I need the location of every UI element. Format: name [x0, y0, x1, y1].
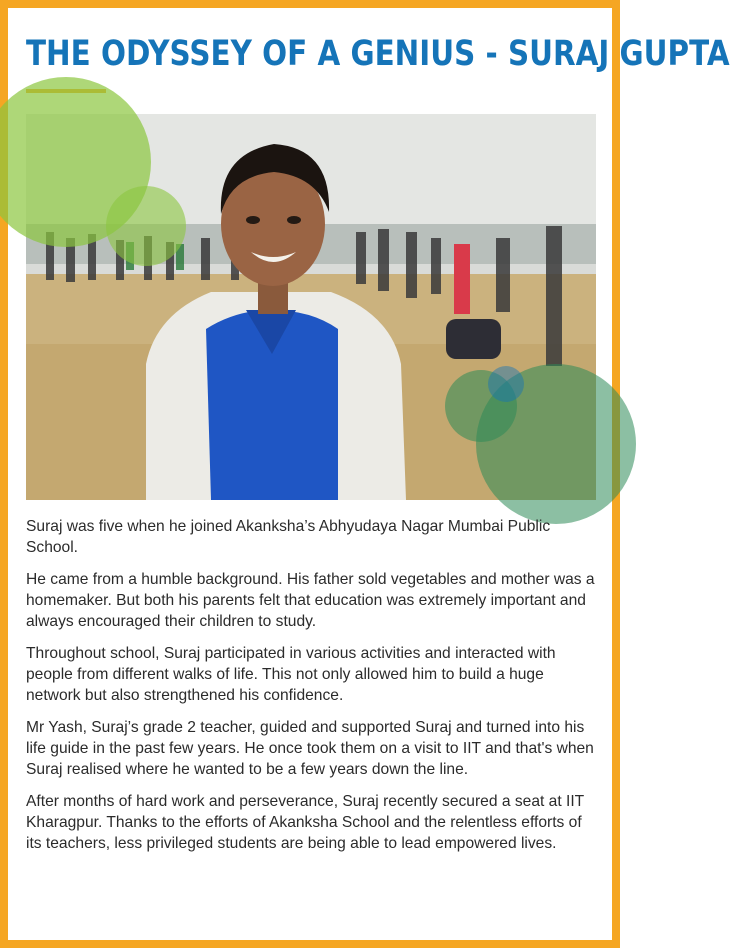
paragraph-4: Mr Yash, Suraj’s grade 2 teacher, guided and supported Suraj and turned into his life guide in the past few years. He once took them on a visit to IIT and that's when Suraj realised where he wanted to be a few years down the line.	[26, 719, 594, 778]
article-body	[26, 516, 598, 865]
student-photo	[26, 114, 596, 500]
page-title: THE ODYSSEY OF A GENIUS - SURAJ GUPTA	[26, 34, 730, 74]
paragraph-2: He came from a humble background. His father sold vegetables and mother was a homemaker. But both his parents felt that education was extremely important and always encouraged their children to study.	[26, 571, 595, 630]
paragraph-1: Suraj was five when he joined Akanksha’s Abhyudaya Nagar Mumbai Public School.	[26, 518, 551, 556]
paragraph-5: After months of hard work and perseverance, Suraj recently secured a seat at IIT Kharagpur. Thanks to the efforts of Akanksha School and the relentless efforts of its teachers, less privileged students are being able to lead empowered lives.	[26, 793, 584, 852]
paragraph-3: Throughout school, Suraj participated in various activities and interacted with people from different walks of life. This not only allowed him to build a huge network but also strengthened his confidence.	[26, 645, 556, 704]
